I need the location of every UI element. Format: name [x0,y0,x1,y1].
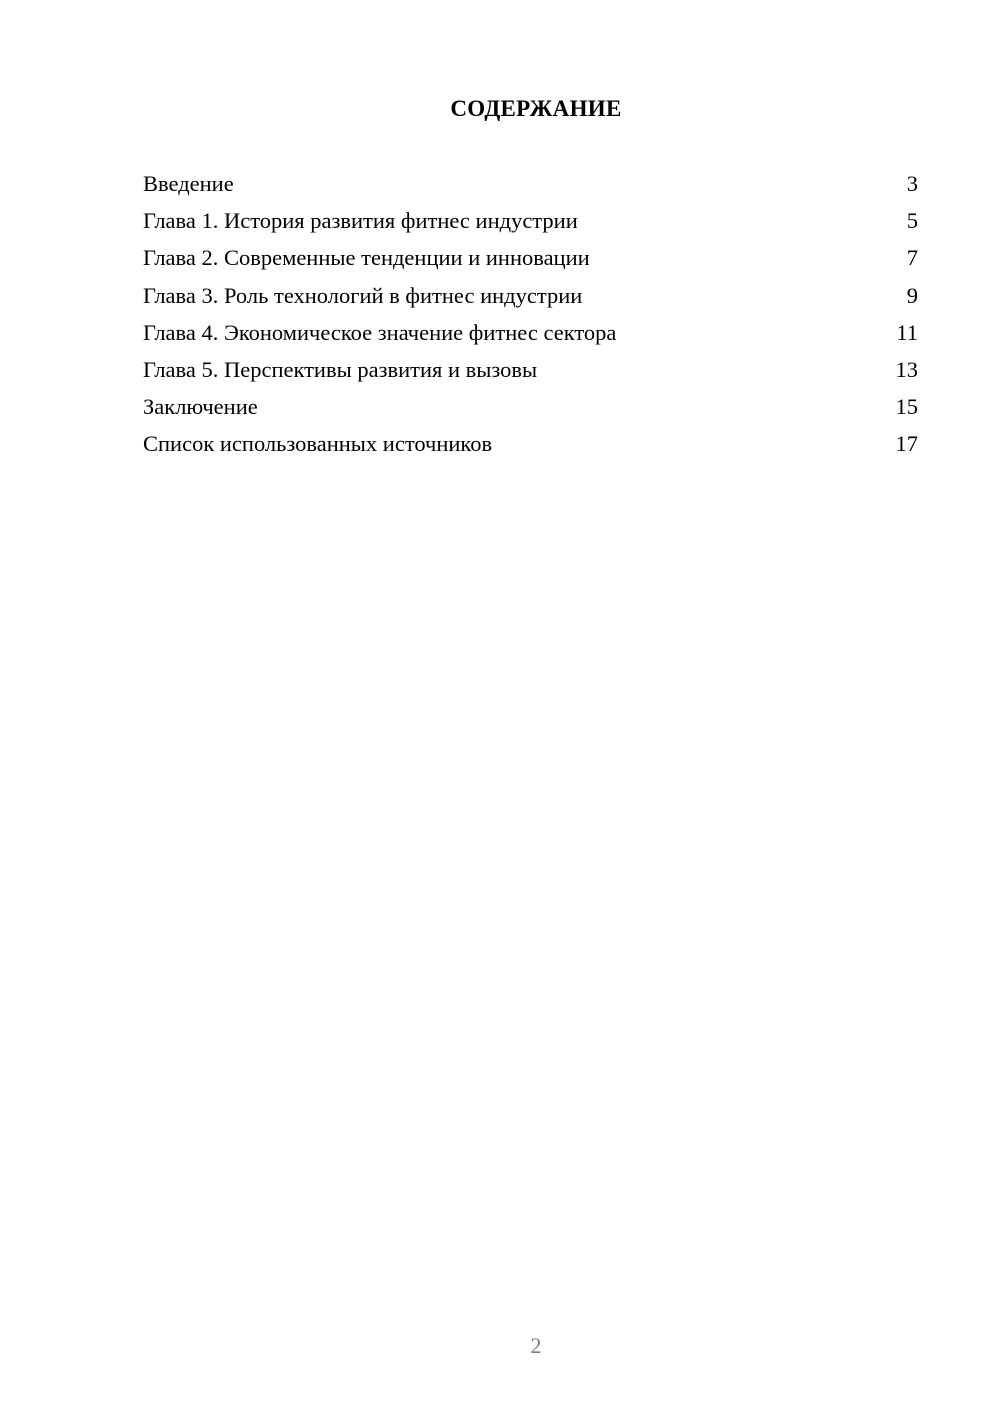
toc-entry-label: Глава 4. Экономическое значение фитнес сектора [143,319,617,345]
toc-entry-page: 15 [895,394,918,420]
toc-entry [143,318,918,355]
toc-entry-label: Глава 1. История развития фитнес индустрии [143,208,578,234]
table-of-contents [143,169,918,467]
toc-entry [143,392,918,429]
toc-entry [143,206,918,243]
toc-entry-label: Список использованных источников [143,431,493,457]
toc-entry-label: Глава 2. Современные тенденции и инновации [143,245,590,271]
toc-entry [143,281,918,318]
toc-entry-label: Глава 5. Перспективы развития и вызовы [143,356,538,382]
toc-entry [143,169,918,206]
toc-entry-label: Введение [143,171,234,196]
toc-entry-page: 7 [906,245,918,271]
toc-entry-page: 9 [906,282,918,308]
toc-entry-label: Глава 3. Роль технологий в фитнес индустрии [143,282,583,308]
toc-entry-page: 3 [906,171,918,196]
toc-entry-label: Заключение [143,394,258,420]
toc-entry-page: 13 [895,356,918,382]
toc-entry [143,243,918,280]
toc-entry-page: 11 [896,319,918,345]
toc-title: СОДЕРЖАНИЕ [450,96,622,121]
toc-entry-page: 5 [906,208,918,234]
page-number: 2 [530,1333,542,1358]
toc-entry [143,355,918,392]
toc-entry-page: 17 [895,431,918,457]
toc-entry [143,429,918,466]
